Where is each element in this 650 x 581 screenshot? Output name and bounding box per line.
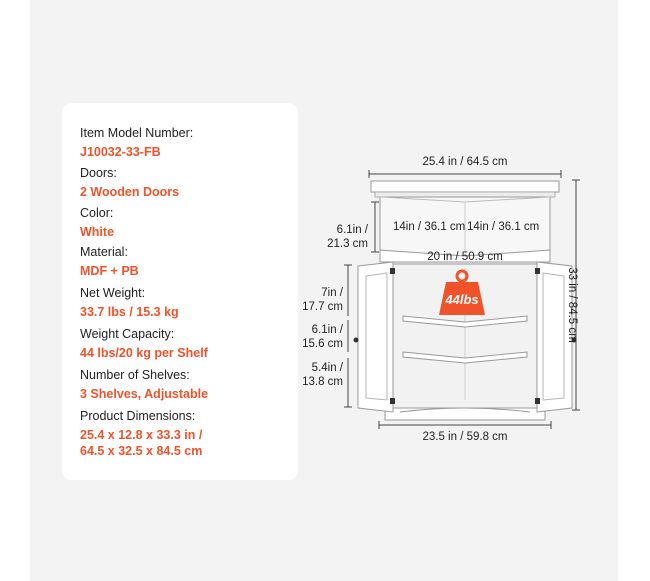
dim-top-gap [318,223,368,251]
spec-value: 3 Shelves, Adjustable [80,387,209,401]
dim-line: 15.6 cm [302,338,343,350]
dim-gap-1 [290,286,343,314]
spec-label: Net Weight: [80,286,146,300]
door-knob-icon [354,338,359,343]
spec-label: Doors: [80,166,117,180]
spec-value: MDF + PB [80,264,139,278]
dim-gap-3 [290,361,343,389]
dim-line: 13.8 cm [302,376,343,388]
weight-badge-label: 44lbs [445,292,479,307]
spec-value: 2 Wooden Doors [80,185,180,199]
dim-gap-2 [290,323,343,351]
spec-value: 25.4 x 12.8 x 33.3 in / [80,428,203,442]
dim-side-left: 14in / 36.1 cm [393,221,466,233]
spec-value-2: 64.5 x 32.5 x 84.5 cm [80,444,203,458]
dim-line: 6.1in / [311,324,343,336]
dim-height: 33 in / 84.5 cm [566,267,578,343]
spec-label: Item Model Number: [80,126,194,140]
dim-line: 6.1in / [336,224,368,236]
dim-line: 7in / [321,287,343,299]
dim-line: 21.3 cm [327,238,368,250]
spec-label: Material: [80,245,128,259]
spec-value: 33.7 lbs / 15.3 kg [80,305,179,319]
dim-top-width: 25.4 in / 64.5 cm [422,156,508,168]
dim-line: 5.4in / [311,362,343,374]
dim-line: 17.7 cm [302,301,343,313]
spec-value: White [80,225,115,239]
spec-label: Weight Capacity: [80,327,175,341]
dim-bottom-width: 23.5 in / 59.8 cm [422,431,508,443]
spec-value: J10032-33-FB [80,145,161,159]
dim-side-right: 14in / 36.1 cm [467,221,540,233]
dim-depth: 20 in / 50.9 cm [427,251,503,263]
spec-value: 44 lbs/20 kg per Shelf [80,346,208,360]
spec-label: Product Dimensions: [80,409,196,423]
spec-label: Number of Shelves: [80,368,190,382]
left-door [354,262,396,412]
spec-label: Color: [80,206,114,220]
